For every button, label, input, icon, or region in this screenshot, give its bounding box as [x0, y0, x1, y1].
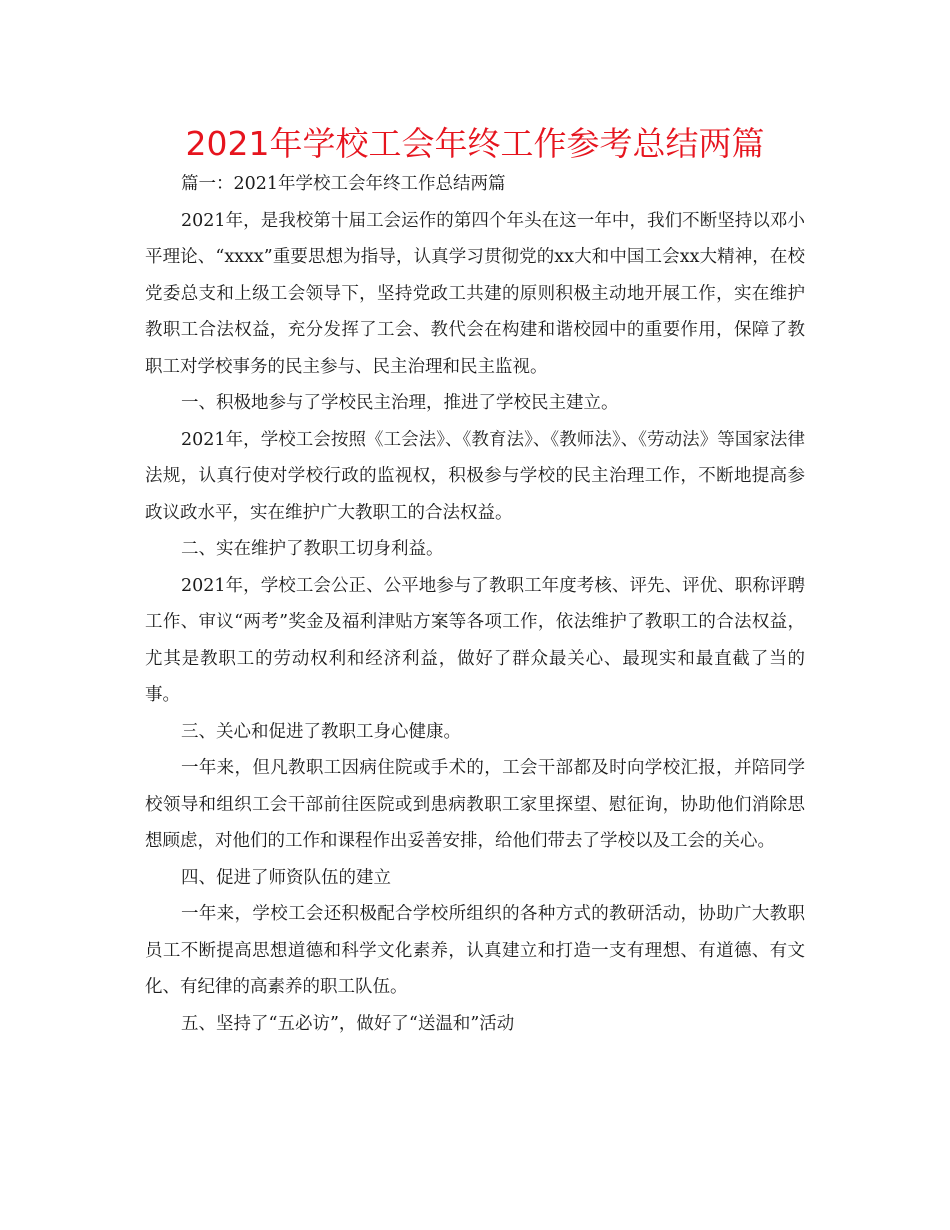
section-heading: 篇一：2021年学校工会年终工作总结两篇 — [181, 174, 506, 194]
document-title: 2021年学校工会年终工作参考总结两篇 — [185, 124, 765, 163]
document-body — [145, 166, 805, 1042]
section-heading: 三、关心和促进了教职工身心健康。 — [181, 721, 461, 742]
body-paragraph: 一年来，学校工会还积极配合学校所组织的各种方式的教研活动，协助广大教职员工不断提高思想道德和科学文化素养，认真建立和打造一支有理想、有道德、有文化、有纪律的高素养的职工队伍。 — [145, 904, 805, 997]
body-paragraph: 一年来，但凡教职工因病住院或手术的，工会干部都及时向学校汇报，并陪同学校领导和组织工会干部前往医院或到患病教职工家里探望、慰征询，协助他们消除思想顾虑，对他们的工作和课程作出妥善安排，给他们带去了学校以及工会的关心。 — [145, 758, 805, 851]
section-heading: 四、促进了师资队伍的建立 — [181, 867, 391, 888]
body-paragraph: 2021年，学校工会按照《工会法》、《教育法》、《教师法》、《劳动法》等国家法律法规，认真行使对学校行政的监视权，积极参与学校的民主治理工作，不断地提高参政议政水平，实在维护广大教职工的合法权益。 — [145, 429, 805, 523]
body-paragraph: 2021年，学校工会公正、公平地参与了教职工年度考核、评先、评优、职称评聘工作、审议“两考”奖金及福利津贴方案等各项工作，依法维护了教职工的合法权益，尤其是教职工的劳动权利和经济利益，做好了群众最关心、最现实和最直截了当的事。 — [145, 575, 805, 705]
section-heading: 一、积极地参与了学校民主治理，推进了学校民主建立。 — [181, 393, 619, 413]
section-heading: 二、实在维护了教职工切身利益。 — [181, 539, 444, 559]
section-heading: 五、坚持了“五必访”，做好了“送温和”活动 — [181, 1013, 515, 1034]
body-paragraph: 2021年，是我校第十届工会运作的第四个年头在这一年中，我们不断坚持以邓小平理论、“xxxx”重要思想为指导，认真学习贯彻党的xx大和中国工会xx大精神，在校党委总支和上级工会领导下，坚持党政工共建的原则积极主动地开展工作，实在维护教职工合法权益，充分发挥了工会、教代会在构建和谐校园中的重要作用，保障了教职工对学校事务的民主参与、民主治理和民主监视。 — [145, 210, 805, 377]
